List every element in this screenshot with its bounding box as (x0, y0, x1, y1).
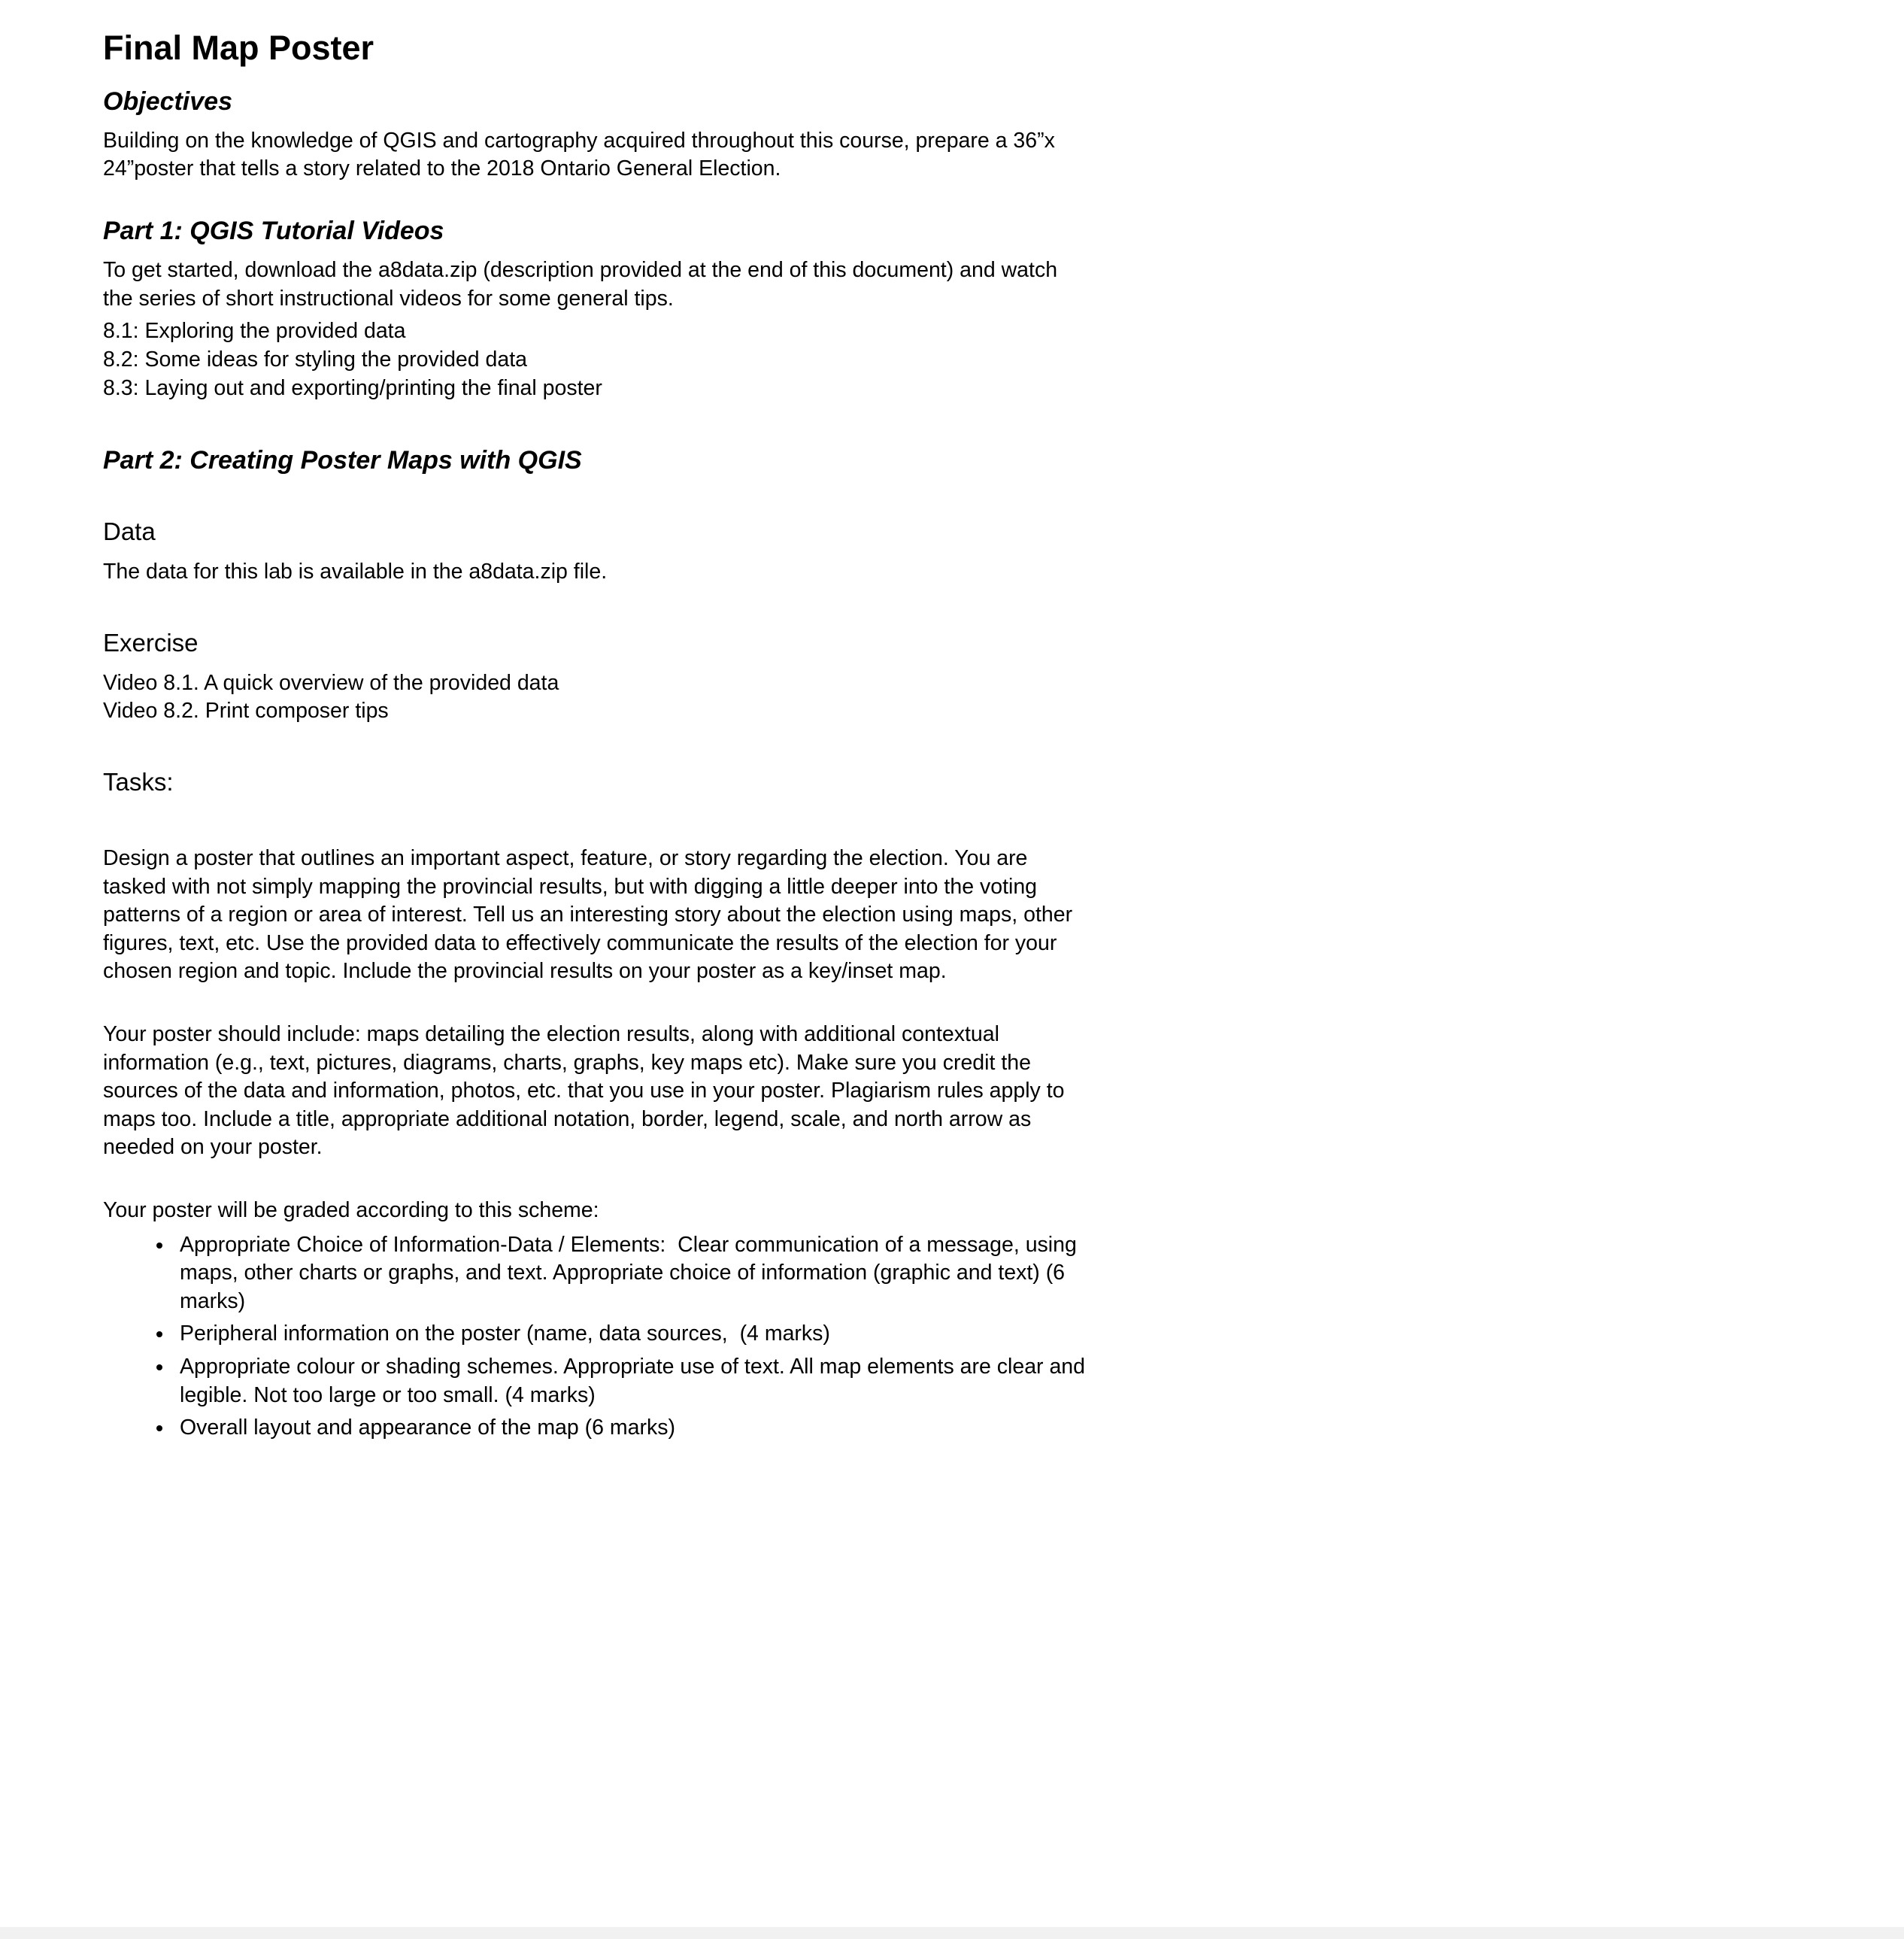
part1-intro: To get started, download the a8data.zip (description provided at the end of this document) and watch the series of short instructional videos for some general tips. (103, 258, 1063, 311)
exercise-line-2: Video 8.2. Print composer tips (103, 699, 389, 724)
grading-intro: Your poster will be graded according to this scheme: (103, 1198, 599, 1223)
video-item-1: 8.1: Exploring the provided data (103, 319, 406, 344)
video-item-2: 8.2: Some ideas for styling the provided data (103, 347, 528, 372)
data-heading: Data (103, 517, 156, 546)
video-item-3: 8.3: Laying out and exporting/printing the final poster (103, 375, 602, 400)
part1-heading: Part 1: QGIS Tutorial Videos (103, 217, 444, 246)
grading-item: • Appropriate colour or shading schemes. Appropriate use of text. All map elements are clear and legible. Not too large or too small. (4 marks) (174, 1353, 1088, 1409)
tasks-heading: Tasks: (103, 768, 174, 796)
grading-item: • Appropriate Choice of Information-Data / Elements: Clear communication of a message, using maps, other charts or graphs, and text. Appropriate choice of information (graphic and text) (6 marks) (174, 1231, 1088, 1316)
objectives-heading: Objectives (103, 86, 232, 116)
exercise-line-1: Video 8.1. A quick overview of the provided data (103, 670, 559, 695)
document-content (103, 29, 1091, 1447)
grading-item: • Overall layout and appearance of the map (6 marks) (174, 1414, 1088, 1443)
document-title: Final Map Poster (103, 29, 374, 67)
data-body: The data for this lab is available in the a8data.zip file. (103, 560, 608, 584)
objectives-body: Building on the knowledge of QGIS and cartography acquired throughout this course, prepare a 36”x 24”poster that tells a story related to the 2018 Ontario General Election. (103, 128, 1061, 181)
exercise-heading: Exercise (103, 628, 199, 657)
grading-list (103, 1231, 1091, 1443)
tasks-paragraph-2: Your poster should include: maps detailing the election results, along with additional contextual information (e.g., text, pictures, diagrams, charts, graphs, key maps etc). Make sure you credit the sources of the data and information, photos, etc. that you use in your poster. Plagiarism rules apply to maps too. Include a title, appropriate additional notation, border, legend, scale, and north arrow as needed on your poster. (103, 1021, 1071, 1160)
part2-heading: Part 2: Creating Poster Maps with QGIS (103, 446, 582, 475)
grading-item: • Peripheral information on the poster (name, data sources, (4 marks) (174, 1320, 1088, 1349)
page-bottom-edge (0, 1927, 1904, 1939)
tasks-paragraph-1: Design a poster that outlines an important aspect, feature, or story regarding the election. You are tasked with not simply mapping the provincial results, but with digging a little deeper into the voting patterns of a region or area of interest. Tell us an interesting story about the election using maps, other figures, text, etc. Use the provided data to effectively communicate the results of the election for your chosen region and topic. Include the provincial results on your poster as a key/inset map. (103, 845, 1078, 984)
